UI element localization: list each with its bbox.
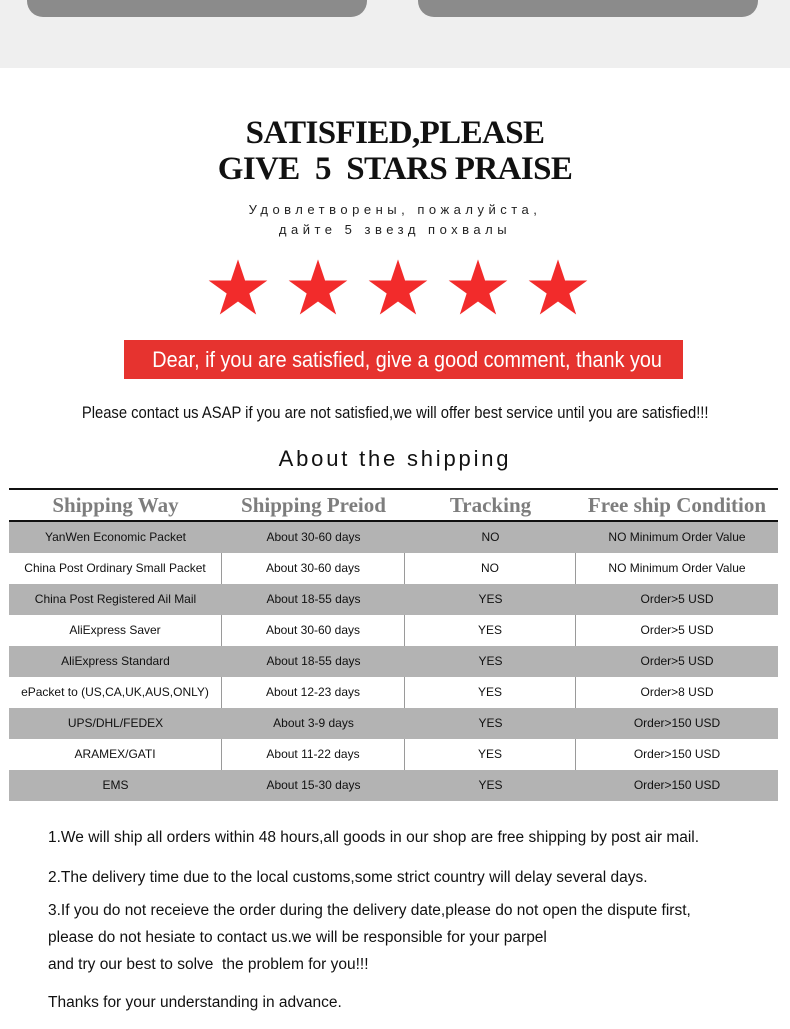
russian-subtitle-line-1: Удовлетворены, пожалуйста, bbox=[248, 202, 542, 217]
tracking-cell: YES bbox=[405, 615, 576, 646]
free-ship-condition-cell: Order>150 USD bbox=[633, 778, 721, 792]
shipping-period-cell: About 18-55 days bbox=[266, 592, 361, 606]
shipping-period-cell: About 30-60 days bbox=[266, 530, 361, 544]
page-title bbox=[0, 115, 790, 187]
tracking-cell: NO bbox=[405, 553, 576, 584]
shipping-period-cell: About 11-22 days bbox=[222, 739, 405, 770]
table-row bbox=[9, 770, 778, 801]
contact-note bbox=[0, 403, 790, 423]
shipping-table-body bbox=[9, 522, 778, 801]
shipping-way-cell: AliExpress Standard bbox=[61, 654, 170, 668]
top-left-pill bbox=[27, 0, 367, 17]
note-3-line-1: 3.If you do not receieve the order during the delivery date,please do not open the dispute first, bbox=[48, 902, 691, 919]
shipping-period-cell: About 30-60 days bbox=[222, 615, 405, 646]
top-right-pill bbox=[418, 0, 758, 17]
shipping-way-cell: UPS/DHL/FEDEX bbox=[67, 716, 164, 730]
tracking-cell: YES bbox=[478, 716, 503, 730]
shipping-period-cell: About 18-55 days bbox=[266, 654, 361, 668]
shipping-way-cell: ePacket to (US,CA,UK,AUS,ONLY) bbox=[9, 677, 222, 708]
star-rating bbox=[208, 259, 588, 315]
shipping-period-cell: About 3-9 days bbox=[273, 716, 354, 730]
free-ship-condition-cell: Order>150 USD bbox=[633, 716, 721, 730]
free-ship-condition-cell: Order>150 USD bbox=[633, 747, 721, 761]
free-ship-condition-cell: Order>5 USD bbox=[640, 623, 714, 637]
title-line-1: SATISFIED,PLEASE bbox=[245, 115, 545, 151]
table-row bbox=[9, 646, 778, 677]
shipping-way-cell: China Post Registered Ail Mail bbox=[34, 592, 197, 606]
russian-subtitle-line-2: дайте 5 звезд похвалы bbox=[278, 222, 512, 237]
table-row bbox=[9, 677, 778, 708]
shipping-way-cell: EMS bbox=[102, 778, 129, 792]
table-row bbox=[9, 708, 778, 739]
comment-banner-text: Dear, if you are satisfied, give a good comment, thank you bbox=[152, 347, 662, 372]
table-row bbox=[9, 553, 778, 584]
shipping-way-cell: YanWen Economic Packet bbox=[45, 530, 186, 544]
note-3-line-2: please do not hesiate to contact us.we will be responsible for your parpel bbox=[48, 929, 547, 946]
tracking-cell: NO bbox=[481, 530, 500, 544]
contact-note-text: Please contact us ASAP if you are not satisfied,we will offer best service until you are satisfied!!! bbox=[81, 403, 709, 422]
shipping-table-header bbox=[9, 490, 778, 522]
note-3-line-3: and try our best to solve the problem for you!!! bbox=[48, 956, 369, 973]
note-1: 1.We will ship all orders within 48 hours,all goods in our shop are free shipping by post air mail. bbox=[48, 829, 700, 846]
shipping-way-cell: China Post Ordinary Small Packet bbox=[9, 553, 222, 584]
shipping-period-cell: About 30-60 days bbox=[222, 553, 405, 584]
star-icon bbox=[528, 259, 588, 315]
table-row bbox=[9, 615, 778, 646]
star-icon bbox=[448, 259, 508, 315]
shipping-period-cell: About 12-23 days bbox=[222, 677, 405, 708]
top-band bbox=[0, 0, 790, 68]
note-2: 2.The delivery time due to the local customs,some strict country will delay several days. bbox=[48, 869, 648, 886]
header-shipping-period: Shipping Preiod bbox=[241, 493, 386, 517]
free-ship-condition-cell: Order>8 USD bbox=[640, 685, 714, 699]
shipping-way-cell: ARAMEX/GATI bbox=[9, 739, 222, 770]
header-shipping-way: Shipping Way bbox=[52, 493, 179, 517]
table-row bbox=[9, 522, 778, 553]
star-icon bbox=[368, 259, 428, 315]
header-tracking: Tracking bbox=[449, 493, 532, 517]
tracking-cell: YES bbox=[478, 778, 503, 792]
table-row bbox=[9, 584, 778, 615]
shipping-section-title: About the shipping bbox=[278, 446, 512, 471]
title-line-2: GIVE 5 STARS PRAISE bbox=[217, 151, 573, 187]
shipping-table bbox=[9, 488, 778, 801]
free-ship-condition-cell: NO Minimum Order Value bbox=[608, 561, 746, 575]
shipping-way-cell: AliExpress Saver bbox=[9, 615, 222, 646]
star-icon bbox=[288, 259, 348, 315]
tracking-cell: YES bbox=[478, 592, 503, 606]
table-row bbox=[9, 739, 778, 770]
tracking-cell: YES bbox=[405, 739, 576, 770]
free-ship-condition-cell: Order>5 USD bbox=[640, 592, 714, 606]
thanks-note: Thanks for your understanding in advance. bbox=[48, 994, 342, 1011]
shipping-period-cell: About 15-30 days bbox=[266, 778, 361, 792]
header-free-ship-condition: Free ship Condition bbox=[587, 493, 767, 517]
tracking-cell: YES bbox=[405, 677, 576, 708]
tracking-cell: YES bbox=[478, 654, 503, 668]
free-ship-condition-cell: Order>5 USD bbox=[640, 654, 714, 668]
comment-banner bbox=[124, 340, 683, 379]
free-ship-condition-cell: NO Minimum Order Value bbox=[608, 530, 746, 544]
star-icon bbox=[208, 259, 268, 315]
russian-subtitle bbox=[0, 200, 790, 240]
